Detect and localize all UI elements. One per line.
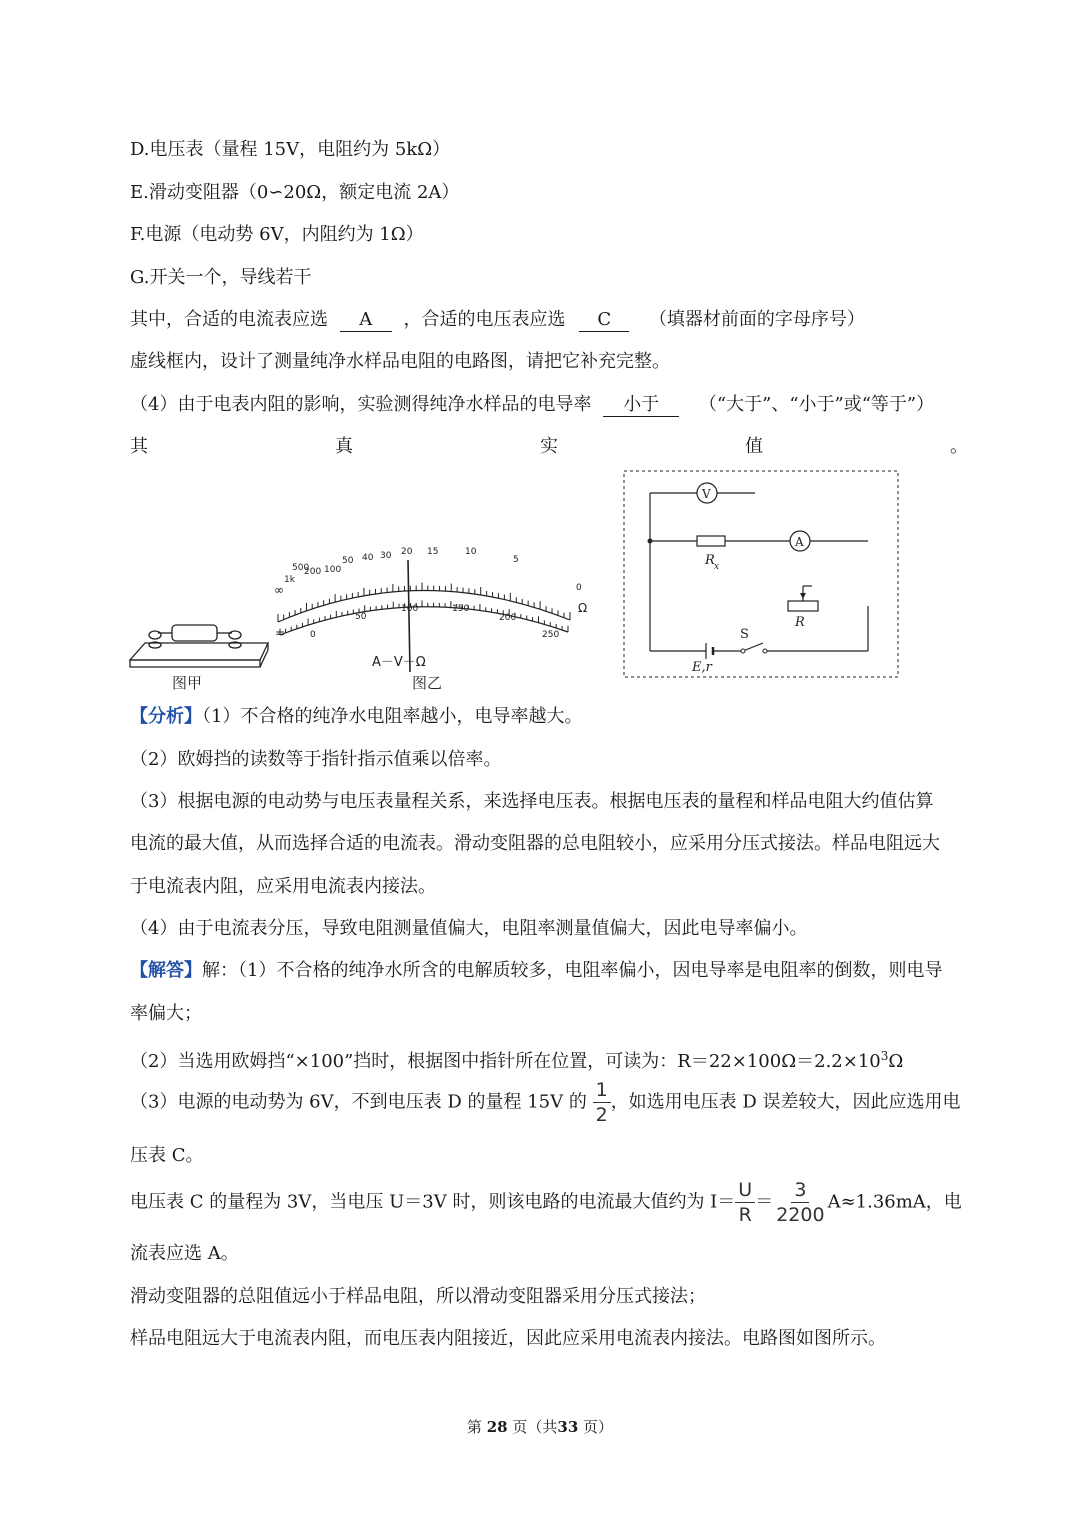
sample-tube — [172, 625, 217, 641]
answer-p2-text: （2）当选用欧姆挡“×100”挡时，根据图中指针所在位置，可读为：R＝22×100Ω＝2.2×10 — [130, 1051, 881, 1072]
q3-text-b: ，合适的电压表应选 — [403, 309, 566, 330]
linear-tick-label: 200 — [499, 613, 517, 623]
ac-symbol: ≂ — [275, 626, 286, 640]
option-g: G.开关一个，导线若干 — [130, 267, 312, 288]
analysis-text: （1）不合格的纯净水电阻率越小，电导率越大。 — [202, 706, 583, 727]
fraction-3-over-2200 — [773, 1178, 827, 1227]
ohm-symbol: Ω — [578, 601, 588, 615]
fraction-denominator: 2200 — [776, 1204, 825, 1226]
analysis-p1 — [130, 704, 582, 730]
q3-answer-1: A — [340, 309, 392, 332]
fraction-half — [593, 1078, 611, 1127]
ohm-tick-label: 500 — [292, 563, 310, 573]
page-number: 28 — [486, 1418, 508, 1436]
footer-text: 页（共 — [512, 1418, 558, 1436]
terminal-left — [149, 631, 161, 639]
answer-p3-post: ，如选用电压表 D 误差较大，因此应选用电 — [610, 1091, 961, 1113]
footer-text: 页） — [583, 1418, 614, 1436]
caption-jia: 图甲 — [172, 674, 203, 692]
ohm-tick-label: 50 — [342, 556, 354, 566]
q4-char: 其 — [130, 436, 148, 457]
rheostat-label: R — [795, 615, 805, 630]
ohm-tick-label: ∞ — [274, 583, 284, 597]
switch-label: S — [740, 627, 749, 642]
circuit-diagram — [620, 468, 902, 681]
fraction-u-over-r — [735, 1178, 755, 1227]
linear-arc — [280, 607, 568, 635]
ohm-tick-label: 1k — [284, 575, 295, 585]
q4-char: 实 — [540, 436, 558, 457]
fraction-denominator: 2 — [595, 1104, 608, 1126]
fraction-numerator: U — [735, 1178, 755, 1203]
rx-label: R — [705, 553, 715, 568]
answer-p3-text: （3）电源的电动势为 6V，不到电压表 D 的量程 15V 的 — [130, 1091, 587, 1113]
switch-symbol — [743, 643, 763, 651]
page-footer — [0, 1416, 1080, 1437]
ohm-tick-label: 0 — [576, 583, 582, 593]
terminal-right — [229, 631, 241, 639]
answer-p4-post: A≈1.36mA，电 — [827, 1191, 962, 1213]
analysis-p4: （4）由于电流表分压，导致电阻测量值偏大，电阻率测量值偏大，因此电导率偏小。 — [130, 918, 808, 939]
answer-p5: 滑动变阻器的总阻值远小于样品电阻，所以滑动变阻器采用分压式接法； — [130, 1286, 706, 1307]
source-label: E,r — [692, 660, 712, 675]
junction-node — [648, 539, 653, 544]
linear-tick-label: 150 — [452, 604, 470, 614]
analysis-p3-3: 于电流表内阻，应采用电流表内接法。 — [130, 876, 436, 897]
q4-text-b: （“大于”、“小于”或“等于”） — [698, 394, 935, 415]
answer-text: 解：（1）不合格的纯净水所含的电解质较多，电阻率偏小，因电导率是电阻率的倒数，则电导 — [202, 960, 943, 981]
fraction-denominator: R — [738, 1204, 752, 1226]
rheostat-symbol — [788, 601, 818, 611]
answer-p2-sup: 3 — [880, 1049, 889, 1063]
q3-answer-2: C — [579, 309, 629, 332]
answer-p4-2: 流表应选 A。 — [130, 1243, 239, 1264]
answer-tag: 【解答】 — [130, 960, 202, 981]
answer-p3 — [130, 1078, 961, 1127]
q3-text-a: 其中，合适的电流表应选 — [130, 309, 328, 330]
analysis-p3-2: 电流的最大值，从而选择合适的电流表。滑动变阻器的总电阻较小，应采用分压式接法。样品电阻远大 — [130, 833, 940, 854]
ohm-tick-label: 100 — [324, 565, 342, 575]
meter-label: A－V－Ω — [372, 655, 426, 670]
fraction-numerator: 1 — [593, 1078, 611, 1103]
fraction-numerator: 3 — [791, 1178, 809, 1203]
board-front — [130, 660, 260, 667]
board-top — [130, 643, 268, 660]
linear-tick-label: 100 — [401, 604, 419, 614]
ammeter-label: A — [795, 535, 804, 549]
analysis-p2: （2）欧姆挡的读数等于指针指示值乘以倍率。 — [130, 749, 502, 770]
ohm-tick-label: 40 — [362, 553, 374, 563]
analysis-p3-1: （3）根据电源的电动势与电压表量程关系，来选择电压表。根据电压表的量程和样品电阻大约值估算 — [130, 791, 934, 812]
q4-line-2 — [130, 434, 968, 460]
q4-line — [130, 392, 934, 418]
linear-tick-label: 0 — [310, 630, 316, 640]
voltmeter-label: V — [702, 487, 711, 501]
footer-text: 第 — [466, 1418, 482, 1436]
equals-sign: ＝ — [755, 1191, 774, 1213]
q4-char: 值 — [745, 436, 763, 457]
q3-answer-line — [130, 307, 865, 333]
rx-subscript: x — [714, 562, 720, 572]
ohm-tick-label: 5 — [513, 555, 519, 565]
answer-p4 — [130, 1178, 962, 1227]
q3-text-c: （填器材前面的字母序号） — [648, 309, 865, 330]
answer-p2 — [130, 1043, 903, 1075]
q4-char: 真 — [335, 436, 353, 457]
q4-text-a: （4）由于电表内阻的影响，实验测得纯净水样品的电导率 — [130, 394, 592, 415]
linear-tick-label: 250 — [542, 630, 560, 640]
ohm-tick-label: 200 — [304, 567, 322, 577]
analysis-tag: 【分析】 — [130, 706, 202, 727]
answer-p6: 样品电阻远大于电流表内阻，而电压表内阻接近，因此应采用电流表内接法。电路图如图所示。 — [130, 1328, 886, 1349]
figure-yi — [270, 540, 605, 700]
ohm-tick-label: 15 — [427, 547, 439, 557]
ohm-tick-label: 10 — [465, 547, 477, 557]
option-f: F.电源（电动势 6V，内阻约为 1Ω） — [130, 224, 424, 245]
ohm-tick-label: 20 — [401, 547, 413, 557]
option-e: E.滑动变阻器（0∽20Ω，额定电流 2A） — [130, 182, 460, 203]
answer-p1 — [130, 958, 942, 984]
figure-jia — [120, 605, 280, 695]
page-total: 33 — [557, 1418, 579, 1436]
rx-resistor — [697, 536, 725, 546]
linear-tick-label: 50 — [355, 612, 367, 622]
ohm-tick-label: 30 — [380, 551, 392, 561]
answer-p3-2: 压表 C。 — [130, 1145, 204, 1166]
answer-p1-2: 率偏大； — [130, 1003, 202, 1024]
q3-line-2: 虚线框内，设计了测量纯净水样品电阻的电路图，请把它补充完整。 — [130, 351, 670, 372]
q4-answer: 小于 — [603, 394, 679, 417]
answer-p4-text: 电压表 C 的量程为 3V，当电压 U＝3V 时，则该电路的电流最大值约为 I＝ — [130, 1191, 736, 1213]
option-d: D.电压表（量程 15V，电阻约为 5kΩ） — [130, 139, 451, 160]
q4-char: 。 — [950, 436, 968, 457]
caption-yi: 图乙 — [412, 674, 443, 692]
answer-p2-unit: Ω — [888, 1051, 904, 1072]
dashed-frame — [624, 471, 898, 677]
